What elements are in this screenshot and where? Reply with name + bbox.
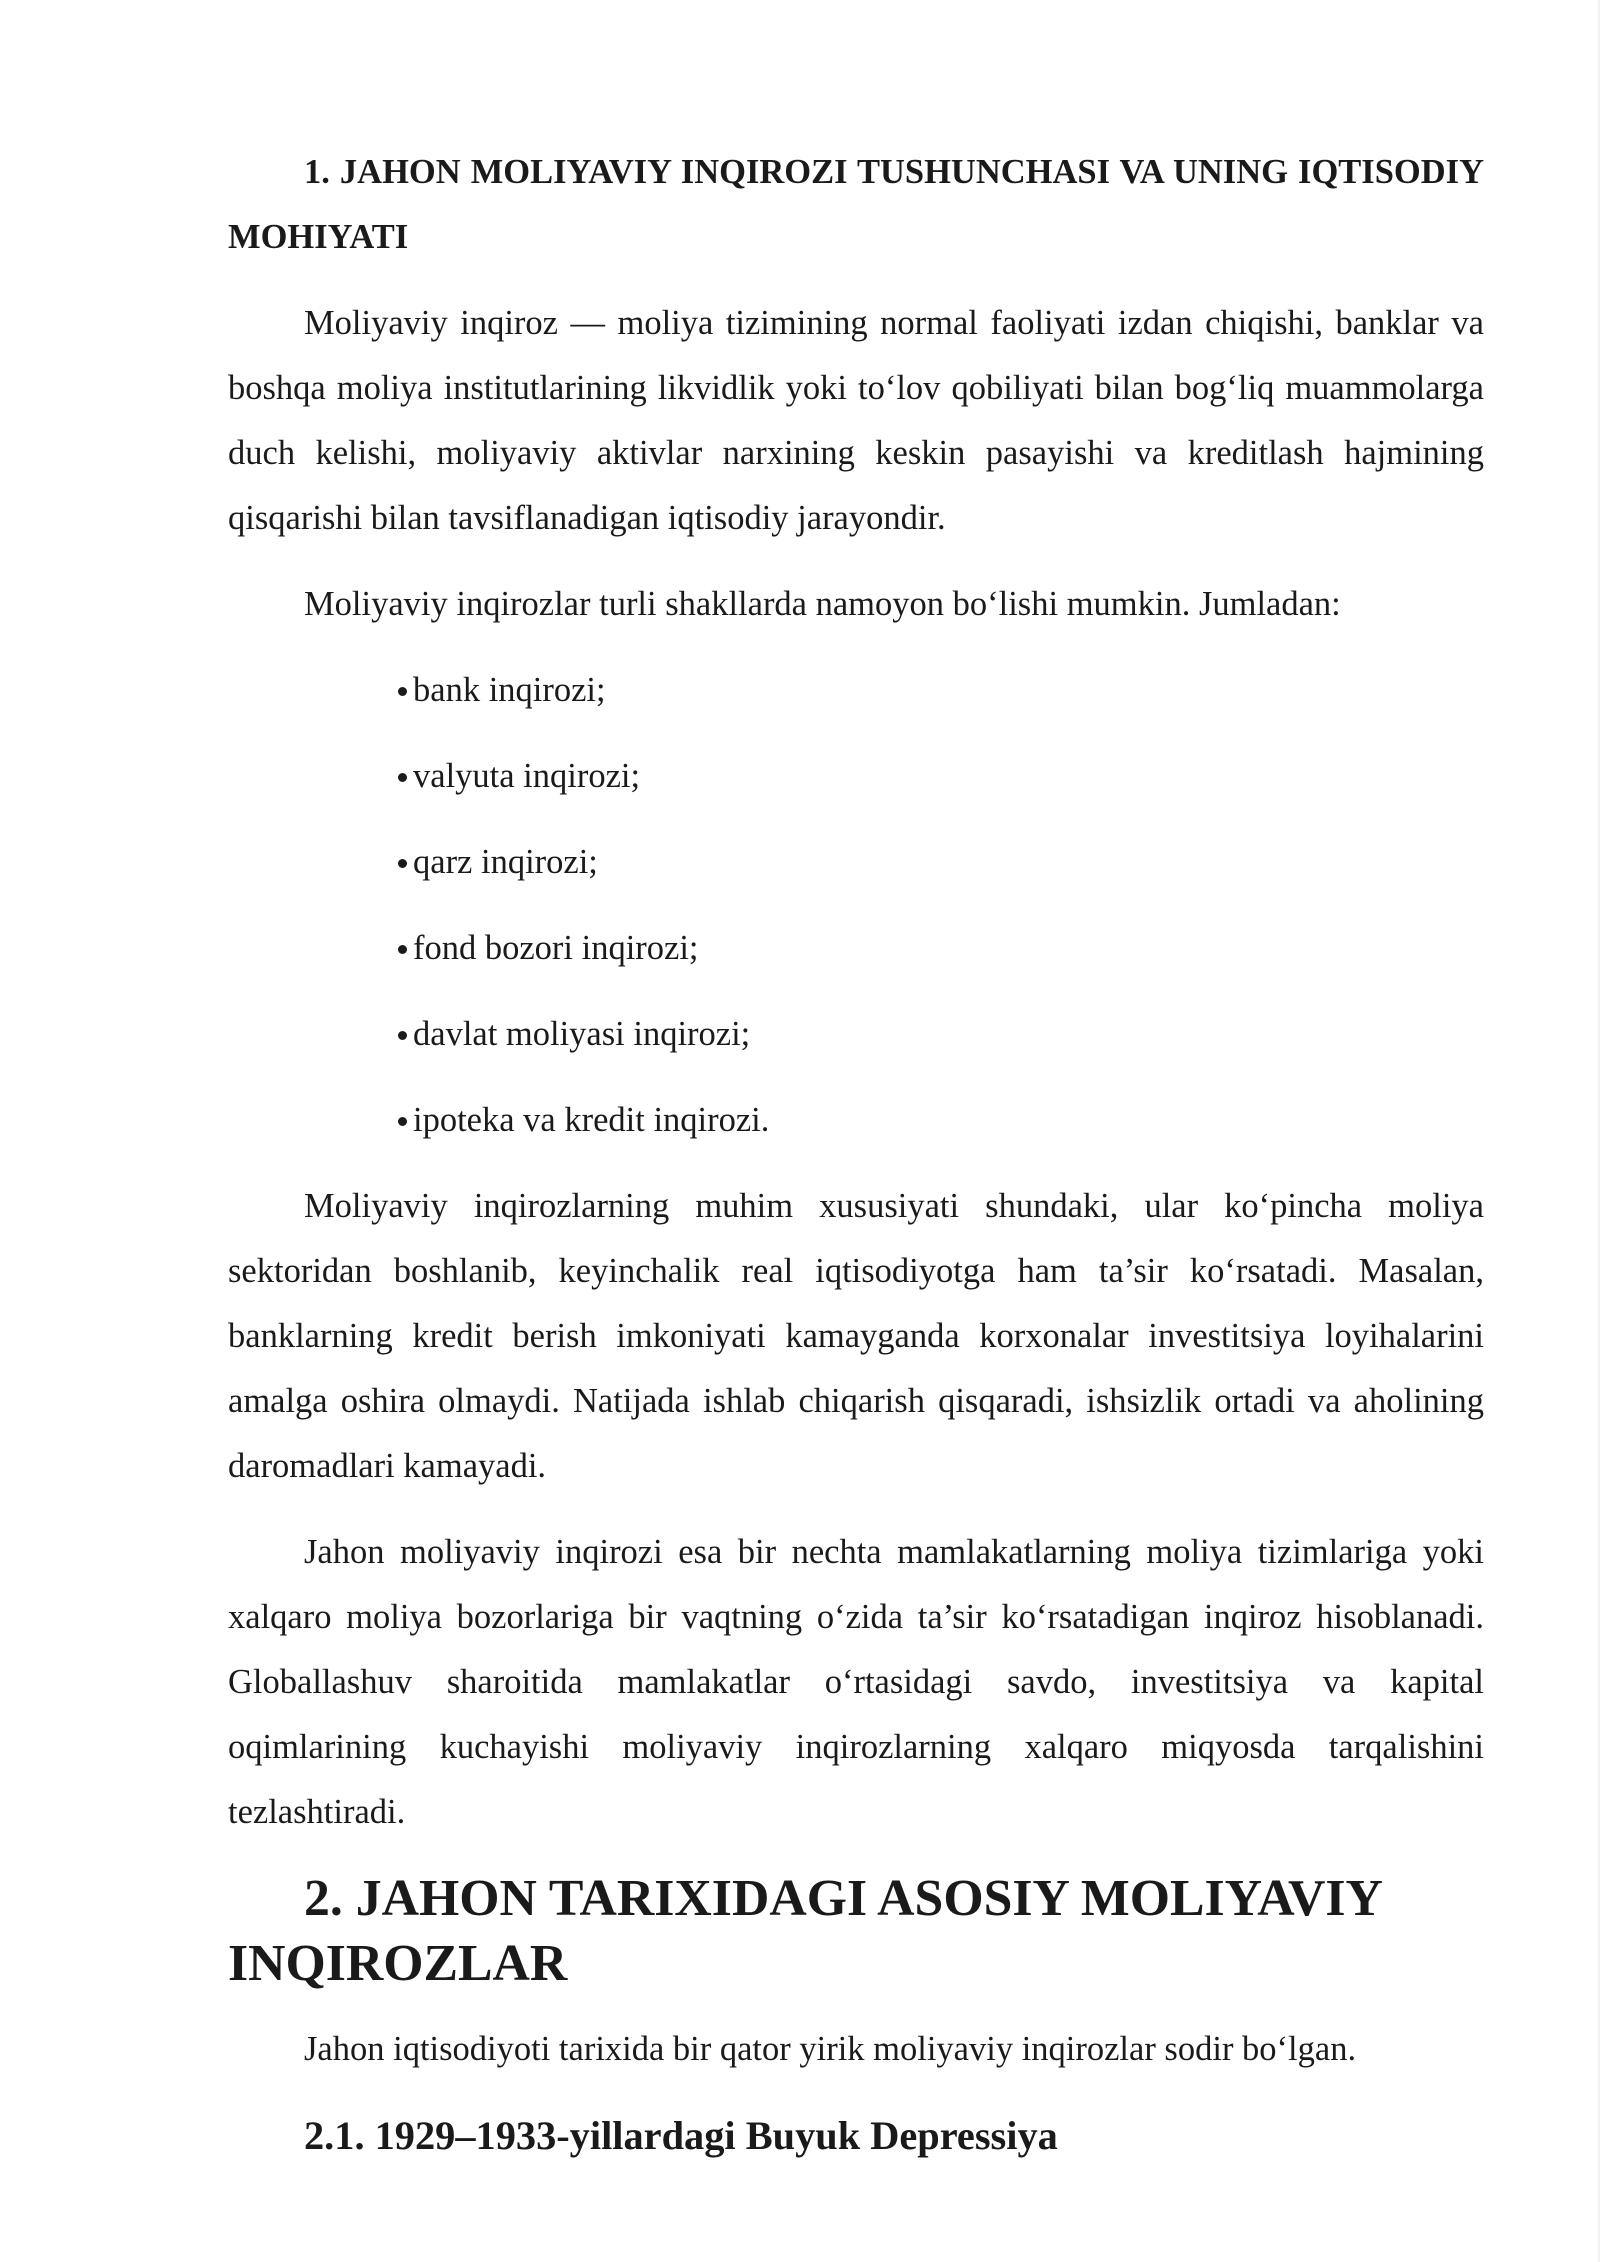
section-1-heading: 1. JAHON MOLIYAVIY INQIROZI TUSHUNCHASI VA UNING IQTISODIY MOHIYATI — [228, 153, 1484, 256]
crisis-types-list — [228, 658, 1484, 1153]
list-item — [398, 830, 1484, 895]
list-item-text: bank inqirozi; — [413, 671, 606, 709]
section-1-paragraph-4: Jahon moliyaviy inqirozi esa bir nechta mamlakatlarning moliya tizimlariga yoki xalqaro moliya bozorlariga bir vaqtning o‘zida ta’sir ko‘rsatadigan inqiroz hisoblanadi. Globallashuv sharoitida mamlakatlar o‘rtasidagi savdo, investitsiya va kapital oqimlarining kuchayishi moliyaviy inqirozlarning xalqaro miqyosda tarqalishini tezlashtiradi. — [228, 1533, 1484, 1831]
bullet-icon — [398, 945, 407, 954]
bullet-icon — [398, 1117, 407, 1126]
list-item-text: qarz inqirozi; — [413, 843, 598, 881]
section-1-paragraph-2: Moliyaviy inqirozlar turli shakllarda namoyon bo‘lishi mumkin. Jumladan: — [304, 585, 1341, 623]
section-2-heading: 2. JAHON TARIXIDAGI ASOSIY MOLIYAVIY INQIROZLAR — [228, 1870, 1381, 1992]
bullet-icon — [398, 687, 407, 696]
bullet-icon — [398, 1031, 407, 1040]
list-item-text: davlat moliyasi inqirozi; — [413, 1015, 751, 1053]
list-item-text: fond bozori inqirozi; — [413, 929, 699, 967]
section-1-paragraph-3: Moliyaviy inqirozlarning muhim xususiyati shundaki, ular ko‘pincha moliya sektoridan boshlanib, keyinchalik real iqtisodiyotga ham ta’sir ko‘rsatadi. Masalan, banklarning kredit berish imkoniyati kamayganda korxonalar investitsiya loyihalarini amalga oshira olmaydi. Natijada ishlab chiqarish qisqaradi, ishsizlik ortadi va aholining daromadlari kamayadi. — [228, 1187, 1484, 1485]
list-item — [398, 1088, 1484, 1153]
list-item — [398, 1002, 1484, 1067]
bullet-icon — [398, 773, 407, 782]
list-item-text: valyuta inqirozi; — [413, 757, 641, 795]
bullet-icon — [398, 859, 407, 868]
list-item-text: ipoteka va kredit inqirozi. — [413, 1101, 770, 1139]
list-item — [398, 744, 1484, 809]
section-2-1-heading: 2.1. 1929–1933-yillardagi Buyuk Depressiya — [304, 2113, 1058, 2158]
section-2-paragraph-1: Jahon iqtisodiyoti tarixida bir qator yirik moliyaviy inqirozlar sodir bo‘lgan. — [304, 2030, 1357, 2068]
list-item — [398, 916, 1484, 981]
section-1-paragraph-1: Moliyaviy inqiroz — moliya tizimining normal faoliyati izdan chiqishi, banklar va boshqa moliya institutlarining likvidlik yoki to‘lov qobiliyati bilan bog‘liq muammolarga duch kelishi, moliyaviy aktivlar narxining keskin pasayishi va kreditlash hajmining qisqarishi bilan tavsiflanadigan iqtisodiy jarayondir. — [228, 304, 1484, 537]
document-body — [228, 140, 1484, 2168]
list-item — [398, 658, 1484, 723]
